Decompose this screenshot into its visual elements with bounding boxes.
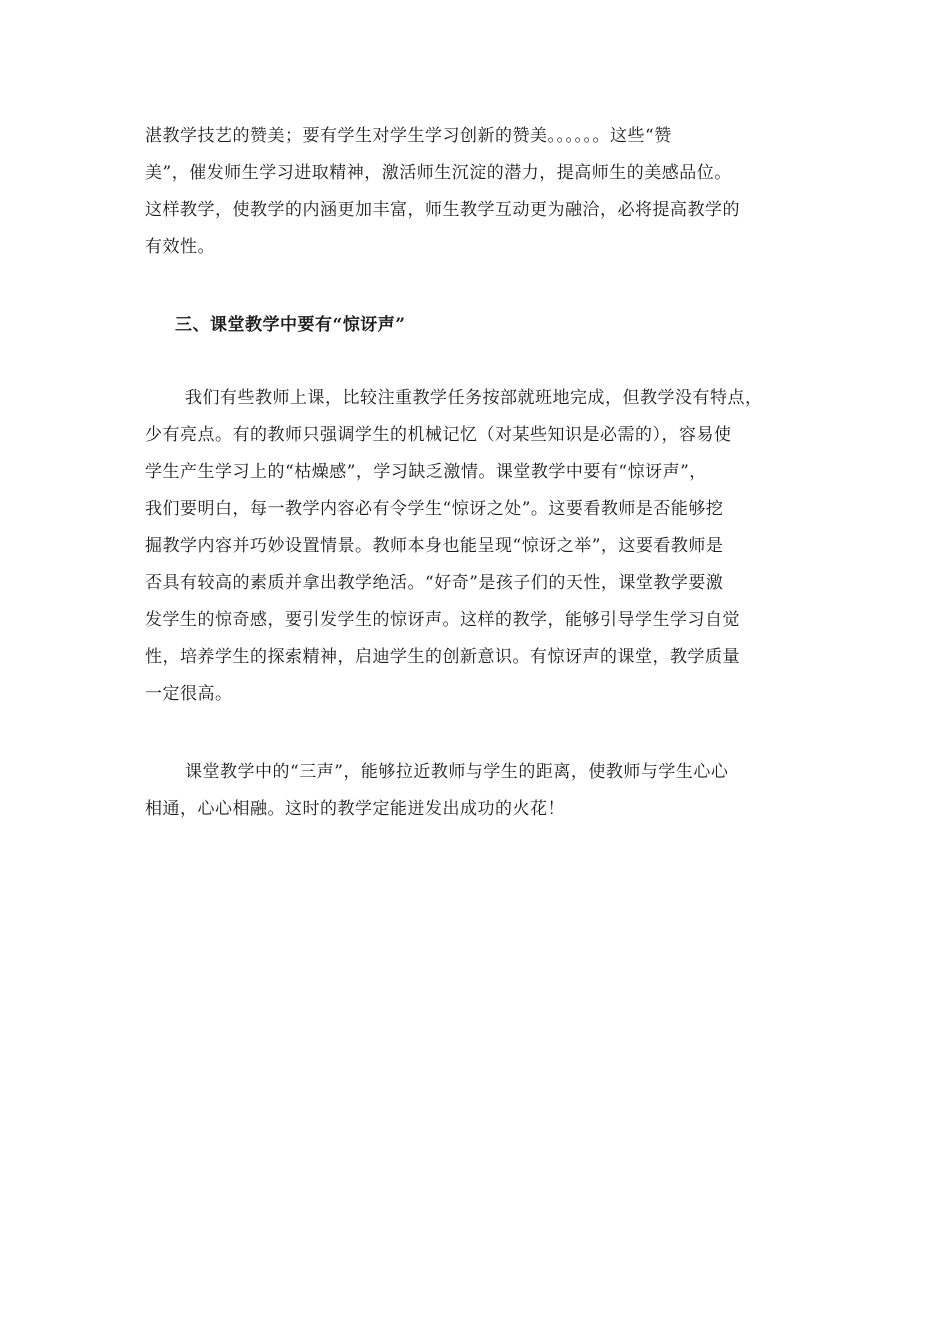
text-line: 这样教学，使教学的内涵更加丰富，师生教学互动更为融洽，必将提高教学的 [145,200,740,220]
section-heading-3: 三、课堂教学中要有“惊讶声” [175,315,406,335]
text-line: 湛教学技艺的赞美；要有学生对学生学习创新的赞美。。。。。。这些“赞 [145,126,672,146]
text-line: 发学生的惊奇感，要引发学生的惊讶声。这样的教学，能够引导学生学习自觉 [145,610,740,630]
text-line: 相通，心心相融。这时的教学定能迸发出成功的火花！ [145,799,565,819]
text-line: 课堂教学中的“三声”，能够拉近教师与学生的距离，使教师与学生心心 [185,762,729,782]
text-line: 少有亮点。有的教师只强调学生的机械记忆（对某些知识是必需的），容易使 [145,425,732,445]
paragraph-conclusion [145,754,815,828]
paragraph-surprise [145,380,815,713]
text-line: 我们有些教师上课，比较注重教学任务按部就班地完成，但教学没有特点， [185,388,763,408]
text-line: 一定很高。 [145,684,233,704]
paragraph-praise-continuation [145,118,815,266]
text-line: 美”，催发师生学习进取精神，激活师生沉淀的潜力，提高师生的美感品位。 [145,163,732,183]
text-line: 我们要明白，每一教学内容必有令学生“惊讶之处”。这要看教师是否能够挖 [145,499,724,519]
text-line: 性，培养学生的探索精神，启迪学生的创新意识。有惊讶声的课堂，教学质量 [145,647,740,667]
text-line: 学生产生学习上的“枯燥感”，学习缺乏激情。课堂教学中要有“惊讶声”， [145,462,707,482]
text-line: 有效性。 [145,237,215,257]
text-line: 掘教学内容并巧妙设置情景。教师本身也能呈现“惊讶之举”，这要看教师是 [145,536,724,556]
text-line: 否具有较高的素质并拿出教学绝活。“好奇”是孩子们的天性，课堂教学要激 [145,573,724,593]
